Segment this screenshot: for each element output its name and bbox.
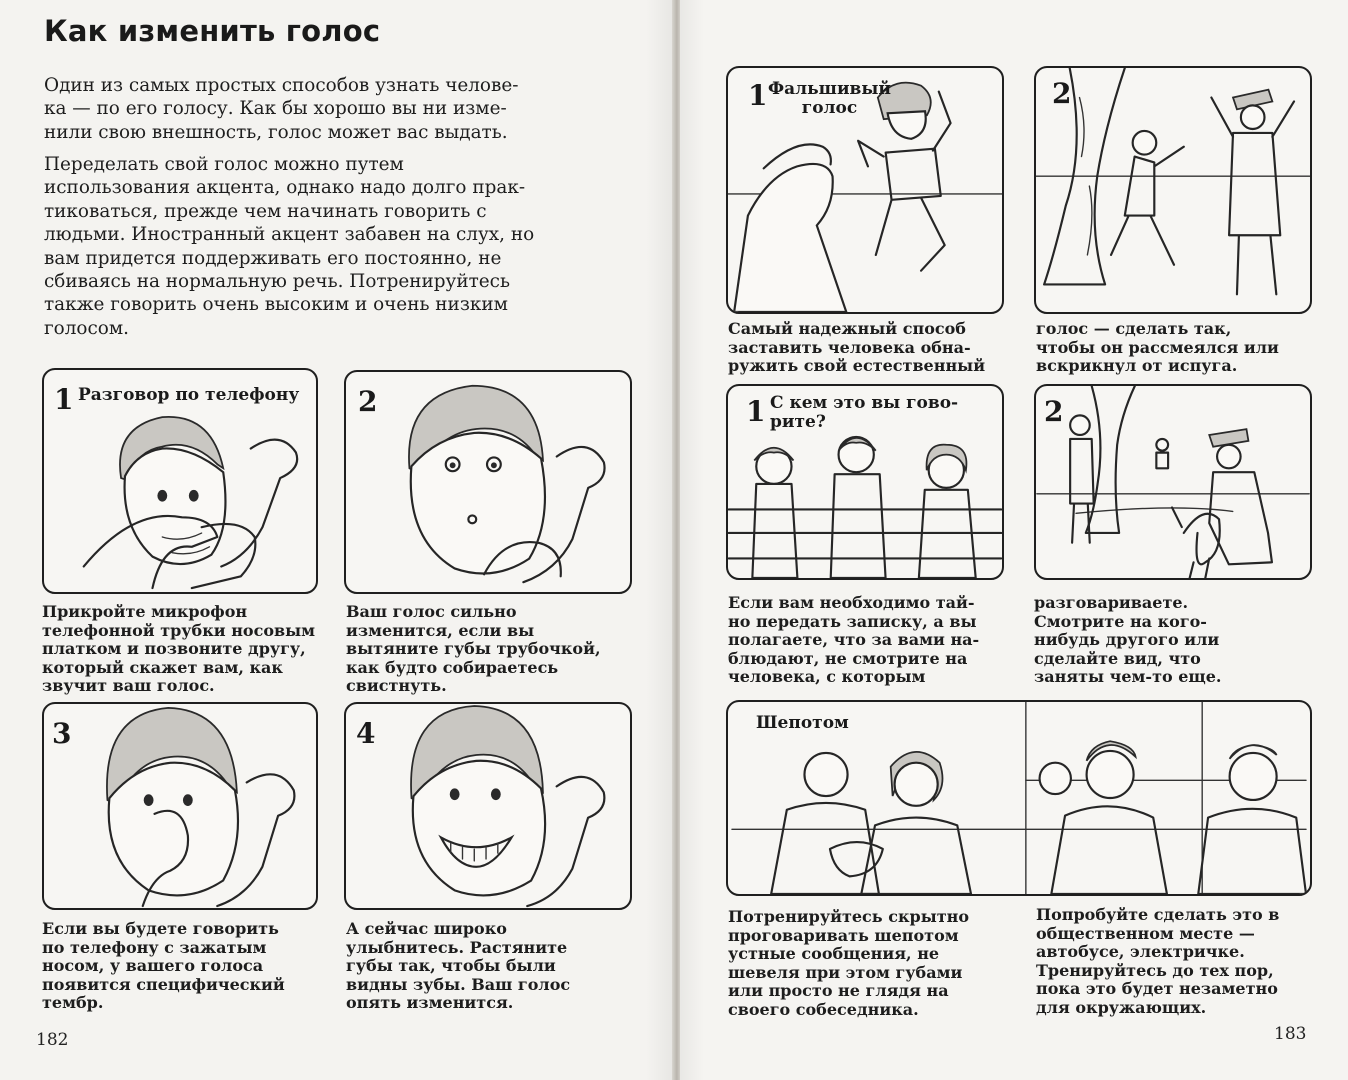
panel-title: Фальшивый голос: [768, 79, 892, 118]
panel-number: 2: [1052, 77, 1072, 110]
panel-number: 2: [358, 385, 378, 418]
panel-telephone-4: [344, 702, 632, 910]
boy-smiling-illustration: [346, 704, 630, 908]
panel-whisper: [726, 700, 1312, 896]
intro-paragraph-2: Переделать свой голос можно путем использования акцента, однако надо долго прак- тиковаться, прежде чем начинать говорить с людьми. Иностранный акцент забавен на слух, но вам придется поддерживать его постоянно, не сбиваясь на нормальную речь. Потренируйтесь также говорить очень высоким и очень низким голосом.: [44, 154, 535, 339]
panel-caption: Ваш голос сильно изменится, если вы вытяните губы трубочкой, как будто собираетесь свистнуть.: [346, 602, 601, 696]
panel-caption: А сейчас широко улыбнитесь. Растяните губы так, чтобы были видны зубы. Ваш голос опять изменится.: [346, 919, 571, 1013]
panel-caption: Самый надежный способ заставить человека обна- ружить свой естественный: [728, 319, 986, 376]
panel-fake-voice-2: [1034, 66, 1312, 314]
intro-paragraph-1: Один из самых простых способов узнать челове- ка — по его голосу. Как бы хорошо вы ни изме- нили свою внешность, голос может вас выдать.: [44, 75, 519, 143]
panel-telephone-2: [344, 370, 632, 594]
panel-title: С кем это вы гово- рите?: [770, 393, 959, 432]
panel-number: 1: [748, 79, 768, 112]
panel-number: 4: [356, 717, 376, 750]
panel-telephone-1: [42, 368, 318, 594]
panel-number: 1: [54, 383, 74, 416]
page-title: Как изменить голос: [44, 14, 381, 48]
panel-caption: голос — сделать так, чтобы он рассмеялся или вскрикнул от испуга.: [1036, 319, 1279, 376]
panel-note-2: [1034, 384, 1312, 580]
panel-caption: Если вы будете говорить по телефону с зажатым носом, у вашего голоса появится специфический тембр.: [42, 919, 285, 1013]
startled-boy-illustration: [1036, 68, 1310, 312]
panel-note-1: [726, 384, 1004, 580]
panel-fake-voice-1: [726, 66, 1004, 314]
panel-number: 2: [1044, 395, 1064, 428]
detective-with-dog-illustration: [1036, 386, 1310, 578]
panel-title: Шепотом: [756, 713, 849, 733]
boy-pursed-lips-illustration: [346, 372, 630, 592]
page-number: 182: [36, 1030, 69, 1050]
boy-pinching-nose-illustration: [44, 704, 316, 908]
panel-number: 3: [52, 717, 72, 750]
panel-number: 1: [746, 395, 766, 428]
panel-title: Разговор по телефону: [78, 385, 300, 405]
panel-telephone-3: [42, 702, 318, 910]
panel-caption: разговариваете. Смотрите на кого- нибудь другого или сделайте вид, что заняты чем-то еще.: [1034, 593, 1222, 687]
panel-caption: Прикройте микрофон телефонной трубки носовым платком и позвоните другу, который скажет вам, как звучит ваш голос.: [42, 602, 316, 696]
panel-caption: Потренируйтесь скрытно проговаривать шепотом устные сообщения, не шевеля при этом губами или просто не глядя на своего собеседника.: [728, 907, 970, 1019]
panel-caption: Если вам необходимо тай- но передать записку, а вы полагаете, что за вами на- блюдают, не смотрите на человека, с которым: [728, 593, 980, 687]
page-number: 183: [1274, 1024, 1307, 1044]
right-page: [680, 0, 1348, 1080]
extra-caption: Попробуйте сделать это в общественном месте — автобусе, электричке. Тренируйтесь до тех пор, пока это будет незаметно для окружающих.: [1036, 905, 1280, 1017]
